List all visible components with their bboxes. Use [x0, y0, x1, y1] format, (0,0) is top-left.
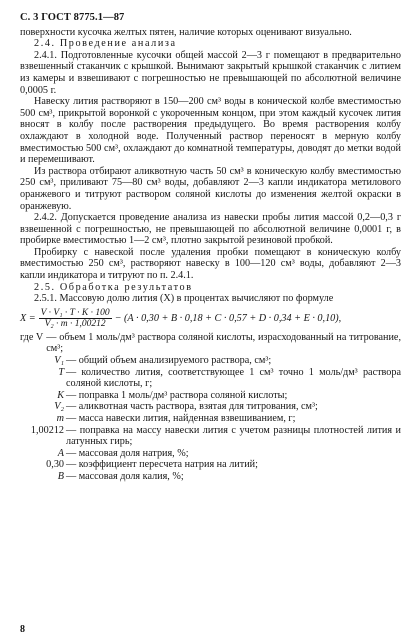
definition-symbol: где V: [20, 331, 44, 343]
definition-text: — аликвотная часть раствора, взятая для титрования, см³;: [66, 401, 318, 413]
definition-symbol: K: [57, 389, 64, 401]
definition-symbol: V₂: [54, 401, 64, 413]
definition-text: — коэффициент пересчета натрия на литий;: [66, 459, 258, 471]
paragraph-2-4-2-b: Пробирку с навеской после удаления пробки помещают в коническую колбу вместимостью 250 см³, растворяют навеску в 100—120 см³ воды, добавляют 2—3 капли индикатора и титруют по п. 2.4.1.: [20, 246, 401, 282]
definition-symbol: B: [57, 470, 64, 482]
paragraph-2-4-1-c: Из раствора отбирают аликвотную часть 50 см³ в коническую колбу вместимостью 250 см³, приливают 75—80 см³ воды, добавляют 2—3 капли индикатора метилового оранжевого и титруют раствором соляной кислоты до изменения желтой окраски в оранжевую.: [20, 165, 401, 212]
definition-item: [20, 471, 401, 483]
definition-text: — массовая доля калия, %;: [66, 470, 184, 482]
definition-item: [20, 355, 401, 367]
definition-item: [20, 413, 401, 425]
definition-item: [20, 425, 401, 448]
document-page: [20, 12, 401, 483]
paragraph-2-4-1-b: Навеску лития растворяют в 150—200 см³ воды в конической колбе вместимостью 500 см³, прикрытой воронкой с укороченным концом, при этом каждый кусочек лития вносят в колбу после растворения предыдущего. Во время растворения колбу охлаждают в холодной воде. Полученный раствор переносят в мерную колбу вместимостью 500 см³, охлаждают до комнатной температуры, доводят до метки водой и перемешивают.: [20, 96, 401, 166]
section-title-2-4: 2.4. Проведение анализа: [34, 38, 177, 50]
definition-text: — количество лития, соответствующее 1 см³ точно 1 моль/дм³ раствора соляной кислоты, г;: [66, 366, 401, 390]
formula-lhs: X =: [20, 312, 36, 324]
definition-text: — массовая доля натрия, %;: [66, 447, 189, 459]
definition-symbol: 0,30: [46, 459, 64, 471]
definition-item: [20, 401, 401, 413]
formula-fraction: [39, 308, 112, 329]
paragraph-2-5-1: 2.5.1. Массовую долю лития (X) в процентах вычисляют по формуле: [34, 293, 334, 305]
formula-rhs: − (A · 0,30 + B · 0,18 + C · 0,57 + D · 0,34 + E · 0,10),: [114, 312, 342, 324]
definition-symbol: T: [58, 366, 64, 378]
paragraph-2-4-1: 2.4.1. Подготовленные кусочки общей массой 2—3 г помещают в предварительно взвешенный стаканчик с крышкой. Вынимают закрытый крышкой стаканчик с литием из камеры и взвешивают с погрешностью не превышающей по абсолютной величине 0,0005 г.: [20, 49, 401, 96]
definition-item: [20, 390, 401, 402]
definitions-list: [20, 332, 401, 483]
definition-text: — масса навески лития, найденная взвешиванием, г;: [66, 413, 296, 424]
paragraph-continuation: поверхности кусочка желтых пятен, наличие которых оценивают визуально.: [20, 26, 352, 38]
definition-text: — общий объем анализируемого раствора, см³;: [66, 355, 272, 367]
definition-symbol: 1,00212: [30, 424, 64, 436]
definition-symbol: m: [56, 413, 64, 424]
section-title-2-5: 2.5. Обработка результатов: [34, 281, 193, 293]
definition-item: [20, 367, 401, 390]
definition-item: [20, 332, 401, 355]
definition-symbol: A: [57, 447, 64, 459]
page-header: С. 3 ГОСТ 8775.1—87: [20, 12, 125, 23]
formula: [20, 308, 401, 329]
definition-text: — поправка на массу навески лития с учетом разницы плотностей лития и латунных гирь;: [66, 424, 401, 448]
definition-symbol: V₁: [54, 355, 64, 367]
definition-item: [20, 448, 401, 460]
page-number: 8: [20, 624, 25, 635]
definition-item: [20, 459, 401, 471]
definition-text: — поправка 1 моль/дм³ раствора соляной кислоты;: [66, 389, 288, 401]
formula-denominator: V₂ · m · 1,00212: [44, 318, 106, 329]
definition-text: — объем 1 моль/дм³ раствора соляной кислоты, израсходованный на титрование, см³;: [46, 331, 401, 355]
formula-numerator: V · V₁ · T · K · 100: [40, 307, 110, 318]
paragraph-2-4-2: 2.4.2. Допускается проведение анализа из навески пробы лития массой 0,2—0,3 г взвешенной с погрешностью, не превышающей по абсолютной величине 0,0001 г, в пробирке вместимостью 1—2 см³, плотно закрытой резиновой пробкой.: [20, 212, 401, 247]
